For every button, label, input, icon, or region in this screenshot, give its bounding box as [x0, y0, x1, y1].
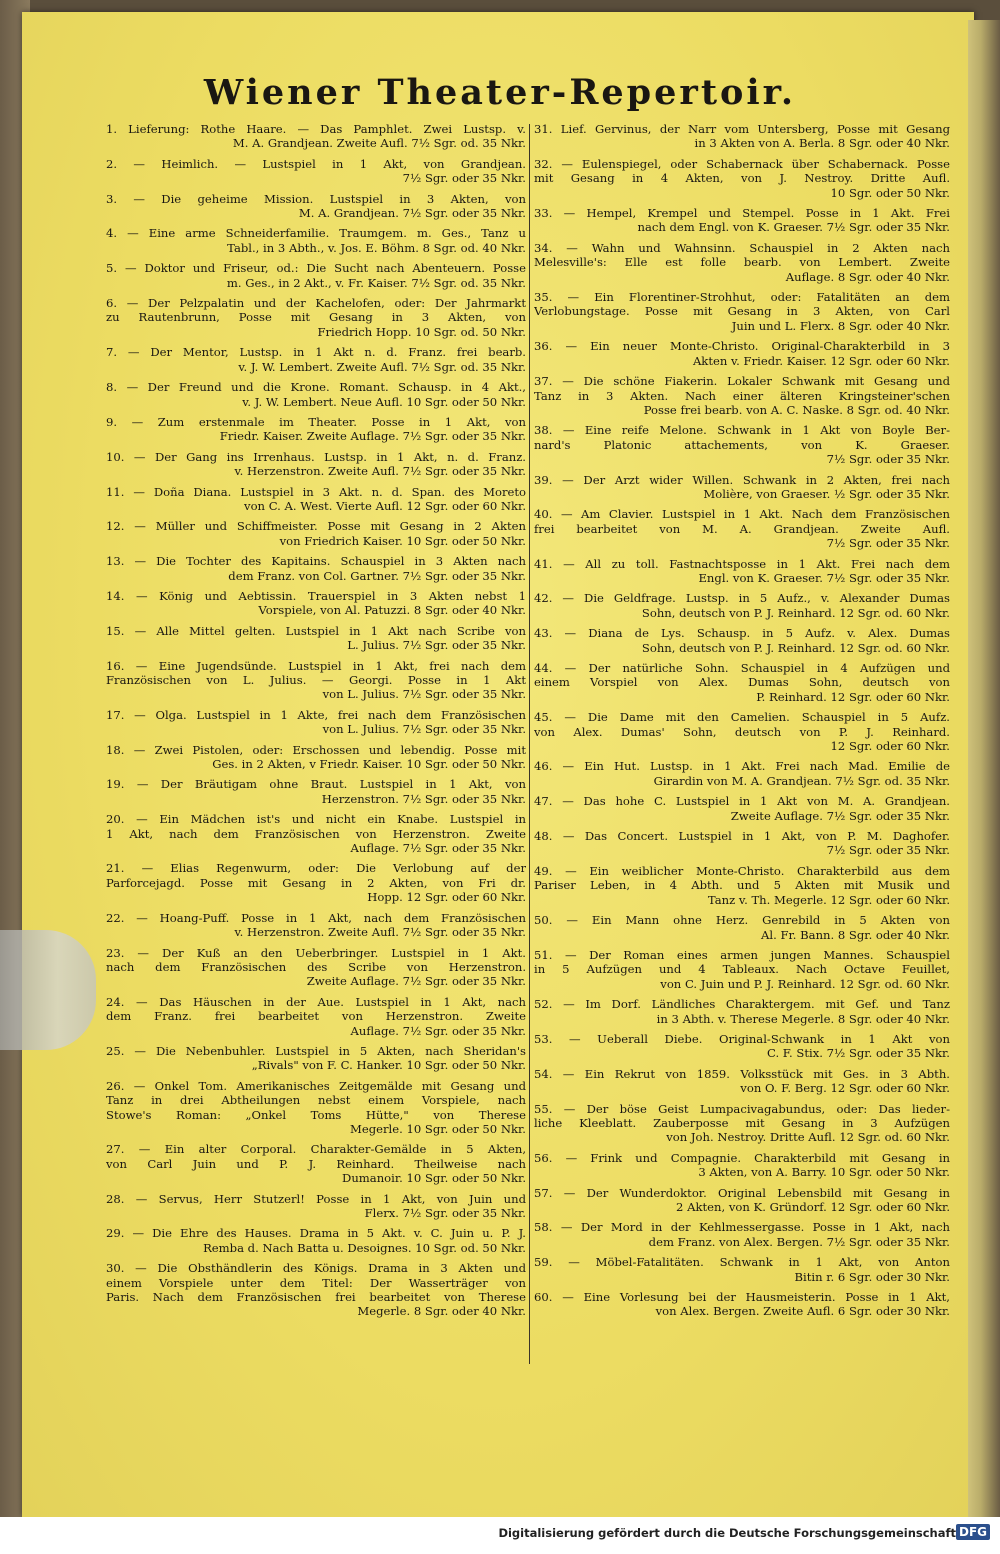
repertoire-entry	[106, 380, 526, 409]
entry-line: Megerle. 8 Sgr. oder 40 Nkr.	[357, 1304, 526, 1319]
entry-line: 60. — Eine Vorlesung bei der Hausmeisterin. Posse in 1 Akt,	[534, 1290, 950, 1305]
entry-line: 15. — Alle Mittel gelten. Lustspiel in 1 Akt nach Scribe von	[106, 623, 526, 638]
repertoire-entry	[534, 710, 950, 753]
entry-line: Engl. von K. Graeser. 7½ Sgr. oder 35 Nkr.	[698, 570, 950, 585]
repertoire-entry	[106, 1226, 526, 1255]
entry-line: Vorspiele, von Al. Patuzzi. 8 Sgr. oder 40 Nkr.	[258, 603, 526, 618]
page-edge	[968, 20, 1000, 1520]
repertoire-entry	[534, 1067, 950, 1096]
entry-line: 3. — Die geheime Mission. Lustspiel in 3 Akten, von	[106, 191, 526, 206]
entry-line: von Joh. Nestroy. Dritte Aufl. 12 Sgr. od. 60 Nkr.	[666, 1130, 950, 1145]
entry-line: 1. Lieferung: Rothe Haare. — Das Pamphlet. Zwei Lustsp. v.	[106, 122, 526, 136]
entry-line: 58. — Der Mord in der Kehlmessergasse. Posse in 1 Akt, nach	[534, 1220, 950, 1235]
entry-line: zu Rautenbrunn, Posse mit Gesang in 3 Akten, von	[106, 310, 526, 325]
entry-line: v. J. W. Lembert. Neue Aufl. 10 Sgr. oder 50 Nkr.	[242, 394, 526, 409]
entry-line: 29. — Die Ehre des Hauses. Drama in 5 Akt. v. C. Juin u. P. J.	[106, 1226, 526, 1241]
repertoire-entry	[106, 415, 526, 444]
repertoire-entry	[106, 345, 526, 374]
entry-line: Molière, von Graeser. ½ Sgr. oder 35 Nkr.	[703, 486, 950, 501]
entry-line: m. Ges., in 2 Akt., v. Fr. Kaiser. 7½ Sgr. od. 35 Nkr.	[226, 275, 526, 290]
repertoire-entry	[534, 1102, 950, 1145]
entry-line: von L. Julius. 7½ Sgr. oder 35 Nkr.	[322, 722, 526, 737]
entry-line: Zweite Auflage. 7½ Sgr. oder 35 Nkr.	[306, 974, 526, 989]
entry-line: Melesville's: Elle est folle bearb. von Lembert. Zweite	[534, 255, 950, 270]
entry-line: Girardin von M. A. Grandjean. 7½ Sgr. od. 35 Nkr.	[653, 773, 950, 788]
repertoire-entry	[106, 1044, 526, 1073]
repertoire-entry	[106, 659, 526, 702]
entry-line: 49. — Ein weiblicher Monte-Christo. Charakterbild aus dem	[534, 863, 950, 878]
repertoire-entry	[106, 743, 526, 772]
entry-line: dem Franz. frei bearbeitet von Herzenstron. Zweite	[106, 1009, 526, 1024]
entry-line: 36. — Ein neuer Monte-Christo. Original-Charakterbild in 3	[534, 339, 950, 354]
repertoire-entry	[106, 995, 526, 1038]
entry-line: Remba d. Nach Batta u. Desoignes. 10 Sgr. od. 50 Nkr.	[203, 1240, 526, 1255]
entry-line: 17. — Olga. Lustspiel in 1 Akte, frei nach dem Französischen	[106, 707, 526, 722]
repertoire-entry	[106, 812, 526, 855]
entry-line: in 3 Akten von A. Berla. 8 Sgr. oder 40 Nkr.	[694, 136, 950, 151]
page-title: Wiener Theater-Repertoir.	[203, 72, 797, 113]
entry-line: „Rivals" von F. C. Hanker. 10 Sgr. oder 50 Nkr.	[251, 1058, 526, 1073]
entry-line: 7½ Sgr. oder 35 Nkr.	[826, 452, 950, 467]
page-tab	[0, 930, 96, 1050]
entry-line: 44. — Der natürliche Sohn. Schauspiel in 4 Aufzügen und	[534, 661, 950, 675]
repertoire-entry	[106, 624, 526, 653]
entry-line: nard's Platonic attachements, von K. Graeser.	[534, 437, 950, 452]
repertoire-entry	[534, 794, 950, 823]
entry-line: 57. — Der Wunderdoktor. Original Lebensbild mit Gesang in	[534, 1185, 950, 1200]
entry-line: Ges. in 2 Akten, v Friedr. Kaiser. 10 Sgr. oder 50 Nkr.	[212, 757, 526, 772]
entry-line: einem Vorspiel von Alex. Dumas Sohn, deutsch von	[534, 675, 950, 690]
entry-line: Tabl., in 3 Abth., v. Jos. E. Böhm. 8 Sgr. od. 40 Nkr.	[227, 240, 526, 255]
repertoire-entry	[534, 1186, 950, 1215]
entry-line: frei bearbeitet von M. A. Grandjean. Zweite Aufl.	[534, 521, 950, 536]
repertoire-entry	[534, 1255, 950, 1284]
entry-line: 40. — Am Clavier. Lustspiel in 1 Akt. Nach dem Französischen	[534, 507, 950, 522]
entry-line: nach dem Engl. von K. Graeser. 7½ Sgr. oder 35 Nkr.	[637, 220, 950, 235]
entry-line: in 3 Abth. v. Therese Megerle. 8 Sgr. oder 40 Nkr.	[656, 1011, 950, 1026]
entry-line: 23. — Der Kuß an den Ueberbringer. Lustspiel in 1 Akt.	[106, 945, 526, 960]
entry-line: Auflage. 7½ Sgr. oder 35 Nkr.	[350, 1023, 526, 1038]
entry-line: 28. — Servus, Herr Stutzerl! Posse in 1 Akt, von Juin und	[106, 1191, 526, 1206]
repertoire-entry	[534, 473, 950, 502]
entry-line: von Carl Juin und P. J. Reinhard. Theilweise nach	[106, 1156, 526, 1171]
repertoire-entry	[106, 261, 526, 290]
entry-line: von Friedrich Kaiser. 10 Sgr. oder 50 Nkr.	[279, 533, 526, 548]
entry-line: 41. — All zu toll. Fastnachtsposse in 1 Akt. Frei nach dem	[534, 556, 950, 571]
repertoire-entry	[534, 206, 950, 235]
entry-line: Megerle. 10 Sgr. oder 50 Nkr.	[350, 1121, 526, 1136]
repertoire-entry	[534, 864, 950, 907]
entry-line: in 5 Aufzügen und 4 Tableaux. Nach Octave Feuillet,	[534, 962, 950, 977]
entry-line: 56. — Frink und Compagnie. Charakterbild mit Gesang in	[534, 1150, 950, 1165]
entry-line: 33. — Hempel, Krempel und Stempel. Posse in 1 Akt. Frei	[534, 206, 950, 221]
entry-line: 9. — Zum erstenmale im Theater. Posse in 1 Akt, von	[106, 414, 526, 429]
entry-line: 22. — Hoang-Puff. Posse in 1 Akt, nach dem Französischen	[106, 910, 526, 925]
repertoire-entry	[534, 759, 950, 788]
right-column	[534, 122, 950, 1319]
entry-line: 26. — Onkel Tom. Amerikanisches Zeitgemälde mit Gesang und	[106, 1078, 526, 1093]
repertoire-entry	[534, 948, 950, 991]
entry-line: 12. — Müller und Schiffmeister. Posse mit Gesang in 2 Akten	[106, 519, 526, 534]
entry-line: M. A. Grandjean. 7½ Sgr. oder 35 Nkr.	[298, 206, 526, 221]
entry-line: 10 Sgr. oder 50 Nkr.	[830, 185, 950, 200]
entry-line: v. Herzenstron. Zweite Aufl. 7½ Sgr. oder 35 Nkr.	[234, 925, 526, 940]
repertoire-entry	[534, 290, 950, 333]
entry-line: Hopp. 12 Sgr. oder 60 Nkr.	[367, 890, 526, 905]
repertoire-entry	[106, 554, 526, 583]
column-divider	[529, 124, 530, 1364]
repertoire-entry	[106, 1192, 526, 1221]
entry-line: Auflage. 8 Sgr. oder 40 Nkr.	[785, 269, 950, 284]
entry-line: 25. — Die Nebenbuhler. Lustspiel in 5 Akten, nach Sheridan's	[106, 1043, 526, 1058]
entry-line: 31. Lief. Gervinus, der Narr vom Untersberg, Posse mit Gesang	[534, 122, 950, 136]
repertoire-entry	[106, 911, 526, 940]
entry-line: 34. — Wahn und Wahnsinn. Schauspiel in 2 Akten nach	[534, 240, 950, 255]
entry-line: 39. — Der Arzt wider Willen. Schwank in 2 Akten, frei nach	[534, 472, 950, 487]
entry-line: 32. — Eulenspiegel, oder Schabernack über Schabernack. Posse	[534, 156, 950, 171]
entry-line: 51. — Der Roman eines armen jungen Mannes. Schauspiel	[534, 947, 950, 962]
entry-line: Zweite Auflage. 7½ Sgr. oder 35 Nkr.	[730, 808, 950, 823]
entry-line: 18. — Zwei Pistolen, oder: Erschossen und lebendig. Posse mit	[106, 742, 526, 757]
entry-line: von C. Juin und P. J. Reinhard. 12 Sgr. od. 60 Nkr.	[660, 976, 950, 991]
entry-line: 16. — Eine Jugendsünde. Lustspiel in 1 Akt, frei nach dem	[106, 658, 526, 673]
repertoire-entry	[106, 485, 526, 514]
repertoire-entry	[534, 997, 950, 1026]
repertoire-entry	[106, 519, 526, 548]
entry-line: 20. — Ein Mädchen ist's und nicht ein Knabe. Lustspiel in	[106, 812, 526, 827]
entry-line: 10. — Der Gang ins Irrenhaus. Lustsp. in 1 Akt, n. d. Franz.	[106, 449, 526, 464]
repertoire-entry	[106, 1261, 526, 1319]
left-column	[106, 122, 526, 1319]
entry-line: 3 Akten, von A. Barry. 10 Sgr. oder 50 Nkr.	[698, 1165, 950, 1180]
repertoire-entry	[534, 626, 950, 655]
entry-line: von Alex. Dumas' Sohn, deutsch von P. J. Reinhard.	[534, 724, 950, 739]
entry-line: Flerx. 7½ Sgr. oder 35 Nkr.	[364, 1206, 526, 1220]
repertoire-entry	[106, 946, 526, 989]
entry-line: Verlobungstage. Posse mit Gesang in 3 Akten, von Carl	[534, 304, 950, 319]
entry-line: Tanz in 3 Akten. Nach einer älteren Kringsteiner'schen	[534, 388, 950, 403]
entry-line: von L. Julius. 7½ Sgr. oder 35 Nkr.	[322, 687, 526, 702]
repertoire-entry	[534, 339, 950, 368]
entry-line: Al. Fr. Bann. 8 Sgr. oder 40 Nkr.	[761, 927, 950, 942]
entry-line: 8. — Der Freund und die Krone. Romant. Schausp. in 4 Akt.,	[106, 380, 526, 395]
entry-line: Paris. Nach dem Französischen frei bearbeitet von Therese	[106, 1290, 526, 1305]
entry-line: 14. — König und Aebtissin. Trauerspiel in 3 Akten nebst 1	[106, 588, 526, 603]
entry-line: 50. — Ein Mann ohne Herz. Genrebild in 5 Akten von	[534, 913, 950, 928]
entry-line: 45. — Die Dame mit den Camelien. Schauspiel in 5 Aufz.	[534, 710, 950, 725]
entry-line: Tanz in drei Abtheilungen nebst einem Vorspiele, nach	[106, 1093, 526, 1108]
entry-line: 38. — Eine reife Melone. Schwank in 1 Akt von Boyle Ber-	[534, 423, 950, 438]
repertoire-entry	[534, 507, 950, 550]
entry-line: 7½ Sgr. oder 35 Nkr.	[826, 843, 950, 858]
repertoire-entry	[106, 226, 526, 255]
entry-line: v. Herzenstron. Zweite Aufl. 7½ Sgr. oder 35 Nkr.	[234, 464, 526, 479]
repertoire-entry	[534, 1032, 950, 1061]
repertoire-entry	[106, 1142, 526, 1185]
entry-line: Auflage. 7½ Sgr. oder 35 Nkr.	[350, 841, 526, 856]
entry-line: 11. — Doña Diana. Lustspiel in 3 Akt. n. d. Span. des Moreto	[106, 484, 526, 499]
repertoire-entry	[106, 589, 526, 618]
entry-line: dem Franz. von Col. Gartner. 7½ Sgr. oder 35 Nkr.	[228, 568, 526, 583]
footer-credit: Digitalisierung gefördert durch die Deutsche Forschungsgemeinschaft	[498, 1526, 956, 1540]
entry-line: 21. — Elias Regenwurm, oder: Die Verlobung auf der	[106, 861, 526, 876]
entry-line: 53. — Ueberall Diebe. Original-Schwank in 1 Akt von	[534, 1031, 950, 1046]
repertoire-entry	[106, 861, 526, 904]
repertoire-entry	[106, 777, 526, 806]
entry-line: Sohn, deutsch von P. J. Reinhard. 12 Sgr. od. 60 Nkr.	[641, 640, 950, 655]
entry-line: mit Gesang in 4 Akten, von J. Nestroy. Dritte Aufl.	[534, 171, 950, 186]
entry-line: P. Reinhard. 12 Sgr. oder 60 Nkr.	[756, 689, 950, 704]
repertoire-entry	[106, 192, 526, 221]
entry-line: Juin und L. Flerx. 8 Sgr. oder 40 Nkr.	[731, 318, 950, 333]
entry-line: 47. — Das hohe C. Lustspiel in 1 Akt von M. A. Grandjean.	[534, 794, 950, 809]
entry-line: Parforcejagd. Posse mit Gesang in 2 Akten, von Fri dr.	[106, 875, 526, 890]
entry-line: 13. — Die Tochter des Kapitains. Schauspiel in 3 Akten nach	[106, 554, 526, 569]
entry-line: 2 Akten, von K. Gründorf. 12 Sgr. oder 60 Nkr.	[676, 1200, 950, 1214]
entry-line: 43. — Diana de Lys. Schausp. in 5 Aufz. v. Alex. Dumas	[534, 626, 950, 641]
entry-line: M. A. Grandjean. Zweite Aufl. 7½ Sgr. od. 35 Nkr.	[232, 136, 526, 151]
entry-line: 12 Sgr. oder 60 Nkr.	[830, 739, 950, 754]
entry-line: Tanz v. Th. Megerle. 12 Sgr. oder 60 Nkr.	[707, 892, 950, 907]
repertoire-entry	[534, 913, 950, 942]
dfg-logo: DFG	[956, 1524, 990, 1540]
entry-line: 5. — Doktor und Friseur, od.: Die Sucht nach Abenteuern. Posse	[106, 261, 526, 276]
entry-line: 4. — Eine arme Schneiderfamilie. Traumgem. m. Ges., Tanz u	[106, 226, 526, 241]
entry-line: Stowe's Roman: „Onkel Toms Hütte," von Therese	[106, 1107, 526, 1122]
entry-line: liche Kleeblatt. Zauberposse mit Gesang in 3 Aufzügen	[534, 1115, 950, 1130]
entry-line: einem Vorspiele unter dem Titel: Der Wasserträger von	[106, 1275, 526, 1290]
repertoire-entry	[534, 374, 950, 417]
entry-line: 52. — Im Dorf. Ländliches Charaktergem. mit Gef. und Tanz	[534, 997, 950, 1012]
repertoire-entry	[106, 296, 526, 339]
repertoire-entry	[534, 591, 950, 620]
repertoire-entry	[106, 122, 526, 151]
entry-line: 7½ Sgr. oder 35 Nkr.	[826, 536, 950, 551]
entry-line: 24. — Das Häuschen in der Aue. Lustspiel in 1 Akt, nach	[106, 994, 526, 1009]
entry-line: von C. A. West. Vierte Aufl. 12 Sgr. oder 60 Nkr.	[244, 498, 526, 513]
repertoire-entry	[106, 450, 526, 479]
entry-line: von O. F. Berg. 12 Sgr. oder 60 Nkr.	[740, 1081, 950, 1096]
entry-line: 1 Akt, nach dem Französischen von Herzenstron. Zweite	[106, 826, 526, 841]
repertoire-entry	[534, 1290, 950, 1319]
entry-line: Pariser Leben, in 4 Abth. und 5 Akten mit Musik und	[534, 878, 950, 893]
repertoire-entry	[534, 1151, 950, 1180]
entry-line: 55. — Der böse Geist Lumpacivagabundus, oder: Das lieder-	[534, 1101, 950, 1116]
entry-line: 42. — Die Geldfrage. Lustsp. in 5 Aufz., v. Alexander Dumas	[534, 591, 950, 606]
entry-line: Herzenstron. 7½ Sgr. oder 35 Nkr.	[321, 791, 526, 806]
entry-line: C. F. Stix. 7½ Sgr. oder 35 Nkr.	[766, 1046, 950, 1061]
entry-line: Posse frei bearb. von A. C. Naske. 8 Sgr. od. 40 Nkr.	[643, 402, 950, 417]
entry-line: 46. — Ein Hut. Lustsp. in 1 Akt. Frei nach Mad. Emilie de	[534, 759, 950, 774]
entry-line: 2. — Heimlich. — Lustspiel in 1 Akt, von Grandjean.	[106, 156, 526, 171]
repertoire-entry	[534, 1220, 950, 1249]
entry-line: v. J. W. Lembert. Zweite Aufl. 7½ Sgr. od. 35 Nkr.	[238, 359, 526, 374]
repertoire-entry	[534, 241, 950, 284]
entry-line: Friedrich Hopp. 10 Sgr. od. 50 Nkr.	[317, 324, 526, 339]
repertoire-entry	[106, 1079, 526, 1137]
repertoire-entry	[534, 122, 950, 151]
repertoire-entry	[106, 157, 526, 186]
entry-line: 54. — Ein Rekrut von 1859. Volksstück mit Ges. in 3 Abth.	[534, 1066, 950, 1081]
repertoire-entry	[534, 423, 950, 466]
entry-line: L. Julius. 7½ Sgr. oder 35 Nkr.	[347, 638, 526, 653]
repertoire-entry	[534, 157, 950, 200]
entry-line: 59. — Möbel-Fatalitäten. Schwank in 1 Akt, von Anton	[534, 1255, 950, 1270]
entry-line: Friedr. Kaiser. Zweite Auflage. 7½ Sgr. oder 35 Nkr.	[219, 429, 526, 444]
entry-line: Bitin r. 6 Sgr. oder 30 Nkr.	[794, 1269, 950, 1284]
entry-line: 7. — Der Mentor, Lustsp. in 1 Akt n. d. Franz. frei bearb.	[106, 345, 526, 360]
entry-line: Sohn, deutsch von P. J. Reinhard. 12 Sgr. od. 60 Nkr.	[641, 605, 950, 620]
entry-line: 6. — Der Pelzpalatin und der Kachelofen, oder: Der Jahrmarkt	[106, 296, 526, 311]
entry-line: 48. — Das Concert. Lustspiel in 1 Akt, von P. M. Daghofer.	[534, 829, 950, 844]
repertoire-entry	[534, 829, 950, 858]
entry-line: 19. — Der Bräutigam ohne Braut. Lustspiel in 1 Akt, von	[106, 777, 526, 792]
entry-line: 30. — Die Obsthändlerin des Königs. Drama in 3 Akten und	[106, 1261, 526, 1276]
entry-line: 35. — Ein Florentiner-Strohhut, oder: Fatalitäten an dem	[534, 290, 950, 305]
repertoire-entry	[534, 557, 950, 586]
entry-line: von Alex. Bergen. Zweite Aufl. 6 Sgr. oder 30 Nkr.	[655, 1304, 950, 1319]
entry-line: Akten v. Friedr. Kaiser. 12 Sgr. oder 60 Nkr.	[692, 353, 950, 368]
entry-line: Französischen von L. Julius. — Georgi. Posse in 1 Akt	[106, 673, 526, 687]
entry-line: 7½ Sgr. oder 35 Nkr.	[402, 171, 526, 186]
repertoire-entry	[106, 708, 526, 737]
entry-line: Dumanoir. 10 Sgr. oder 50 Nkr.	[342, 1171, 526, 1186]
repertoire-entry	[534, 661, 950, 704]
entry-line: nach dem Französischen des Scribe von Herzenstron.	[106, 959, 526, 974]
entry-line: 37. — Die schöne Fiakerin. Lokaler Schwank mit Gesang und	[534, 374, 950, 389]
entry-line: dem Franz. von Alex. Bergen. 7½ Sgr. oder 35 Nkr.	[648, 1234, 950, 1249]
entry-line: 27. — Ein alter Corporal. Charakter-Gemälde in 5 Akten,	[106, 1142, 526, 1157]
